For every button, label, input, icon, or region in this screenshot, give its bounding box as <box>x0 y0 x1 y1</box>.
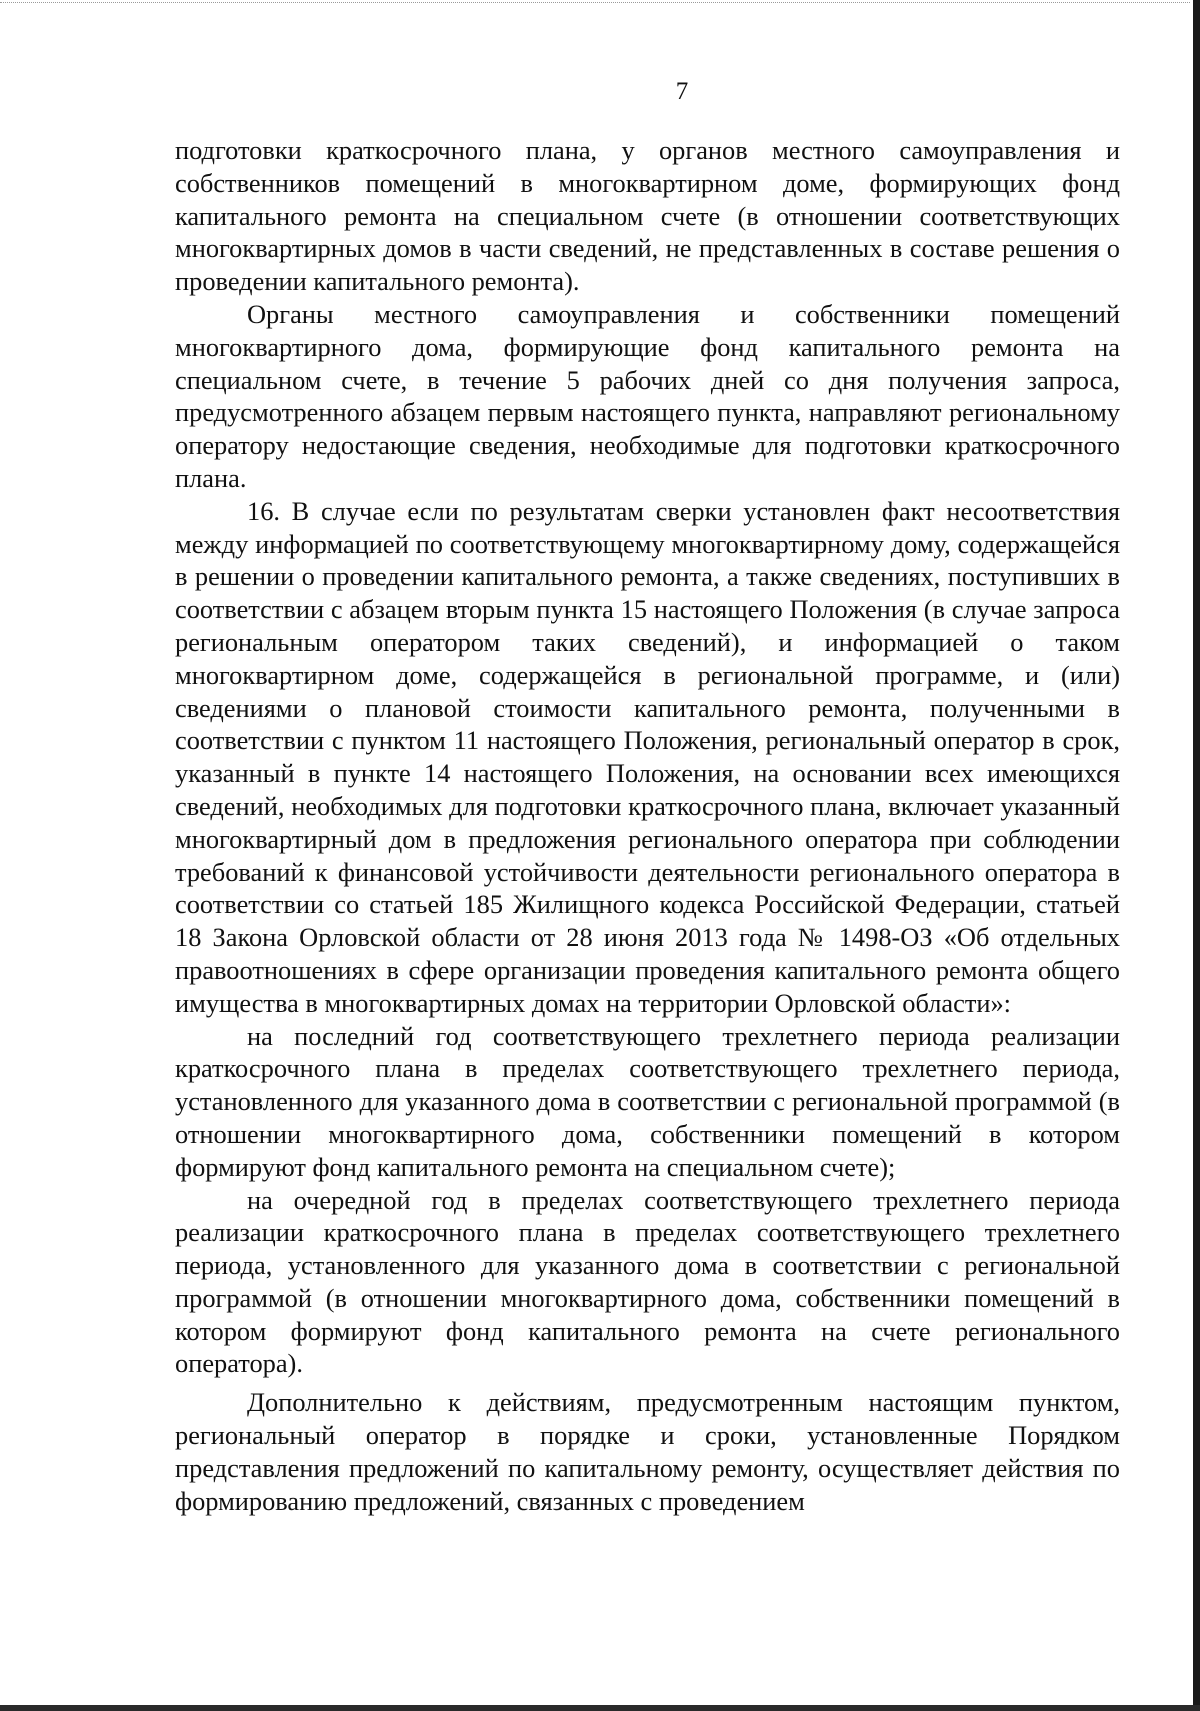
page-number: 7 <box>675 78 689 105</box>
scan-bottom-edge <box>0 1705 1200 1711</box>
scan-top-edge <box>0 2 1190 3</box>
paragraph-additionally: Дополнительно к действиям, предусмотренным настоящим пунктом, региональный оператор в порядке и сроки, установленные Порядком представления предложений по капитальному ремонту, осуществляет действия по формированию предложений, связанных с проведением <box>175 1387 1120 1516</box>
paragraph-next-year: на очередной год в пределах соответствующего трехлетнего периода реализации краткосрочного плана в пределах соответствующего трехлетнего периода, установленного для указанного дома в соответствии с региональной программой (в отношении многоквартирного дома, собственники помещений в котором формируют фонд капитального ремонта на счете регионального оператора). <box>175 1184 1120 1379</box>
scan-right-edge <box>1193 0 1200 1711</box>
paragraph-local-authorities: Органы местного самоуправления и собственники помещений многоквартирного дома, формирующие фонд капитального ремонта на специальном счете, в течение 5 рабочих дней со дня получения запроса, предусмотренного абзацем первым настоящего пункта, направляют региональному оператору недостающие сведения, необходимые для подготовки краткосрочного плана. <box>175 298 1120 493</box>
paragraph-item-16: 16. В случае если по результатам сверки установлен факт несоответствия между информацией по соответствующему многоквартирному дому, содержащейся в решении о проведении капитального ремонта, а также сведениях, поступивших в соответствии с абзацем вторым пункта 15 настоящего Положения (в случае запроса региональным оператором таких сведений), и информацией о таком многоквартирном доме, содержащейся в региональной программе, и (или) сведениями о плановой стоимости капитального ремонта, полученными в соответствии с пунктом 11 настоящего Положения, региональный оператор в срок, указанный в пункте 14 настоящего Положения, на основании всех имеющихся сведений, необходимых для подготовки краткосрочного плана, включает указанный многоквартирный дом в предложения регионального оператора при соблюдении требований к финансовой устойчивости деятельности регионального оператора в соответствии со статьей 185 Жилищного кодекса Российской Федерации, статьей 18 Закона Орловской области от 28 июня 2013 года № 1498-ОЗ «Об отдельных правоотношениях в сфере организации проведения капитального ремонта общего имущества в многоквартирных домах на территории Орловской области»: <box>175 495 1120 1018</box>
paragraph-last-year: на последний год соответствующего трехлетнего периода реализации краткосрочного плана в пределах соответствующего трехлетнего периода, установленного для указанного дома в соответствии с региональной программой (в отношении многоквартирного дома, собственники помещений в котором формируют фонд капитального ремонта на специальном счете); <box>175 1020 1120 1182</box>
document-body <box>175 134 1120 1517</box>
paragraph-continuation: подготовки краткосрочного плана, у органов местного самоуправления и собственников помещений в многоквартирном доме, формирующих фонд капитального ремонта на специальном счете (в отношении соответствующих многоквартирных домов в части сведений, не представленных в составе решения о проведении капитального ремонта). <box>175 135 1120 297</box>
